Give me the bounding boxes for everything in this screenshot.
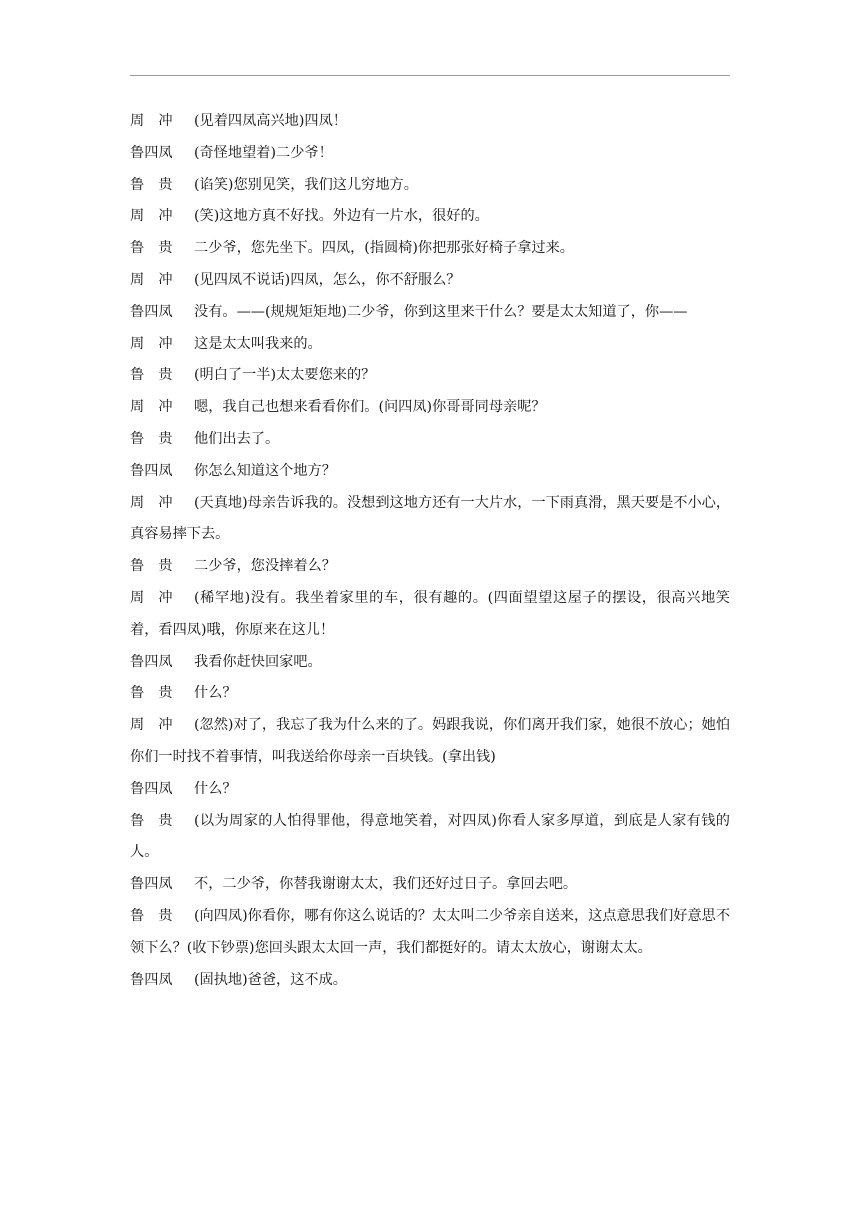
dialogue-text: (见四凤不说话)四凤，怎么，你不舒服么？ [194, 271, 461, 288]
speaker-name: 鲁 贵 [130, 176, 173, 193]
header-rule [130, 75, 730, 76]
speaker-name: 周 冲 [130, 717, 173, 734]
dialogue-text: (稀罕地)没有。我坐着家里的车，很有趣的。(四面望望这屋子的摆设，很高兴地笑着，看四凤)哦，你原来在这儿！ [130, 589, 730, 638]
dialogue-text: 没有。——(规规矩矩地)二少爷，你到这里来干什么？要是太太知道了，你—— [194, 303, 688, 320]
speaker-name: 鲁四凤 [130, 462, 173, 479]
speaker-name: 周 冲 [130, 335, 173, 352]
dialogue-text: (天真地)母亲告诉我的。没想到这地方还有一大片水，一下雨真滑，黑天要是不小心，真容易摔下去。 [130, 494, 731, 543]
speaker-name: 周 冲 [130, 208, 173, 225]
dialogue-text: (以为周家的人怕得罪他，得意地笑着，对四凤)你看人家多厚道，到底是人家有钱的人。 [130, 812, 730, 861]
dialogue-line [130, 678, 730, 710]
speaker-name: 鲁四凤 [130, 303, 173, 320]
dialogue-line [130, 710, 730, 774]
dialogue-text: 什么？ [194, 685, 237, 702]
speaker-name: 鲁 贵 [130, 812, 173, 829]
speaker-name: 鲁 贵 [130, 558, 173, 575]
dialogue-text: 什么？ [194, 780, 237, 797]
dialogue-text: 不，二少爷，你替我谢谢太太，我们还好过日子。拿回去吧。 [194, 876, 578, 893]
dialogue-text: 这是太太叫我来的。 [194, 335, 322, 352]
dialogue-line [130, 201, 730, 233]
dialogue-line [130, 901, 730, 965]
dialogue-line [130, 233, 730, 265]
speaker-name: 周 冲 [130, 113, 173, 129]
dialogue-line [130, 265, 730, 297]
dialogue-line [130, 106, 730, 138]
dialogue-text: 嗯，我自己也想来看看你们。(问四凤)你哥哥同母亲呢？ [194, 399, 546, 416]
dialogue-line [130, 583, 730, 647]
dialogue-line [130, 551, 730, 583]
dialogue-line [130, 806, 730, 870]
speaker-name: 鲁四凤 [130, 971, 173, 988]
speaker-name: 周 冲 [130, 494, 173, 511]
dialogue-text: (谄笑)您别见笑，我们这儿穷地方。 [194, 176, 418, 193]
dialogue-text: 二少爷，您先坐下。四凤，(指圆椅)你把那张好椅子拿过来。 [194, 240, 574, 257]
dialogue-text: (向四凤)你看你，哪有你这么说话的？太太叫二少爷亲自送来，这点意思我们好意思不领下么？(收下钞票)您回头跟太太回一声，我们都挺好的。请太太放心，谢谢太太。 [130, 907, 731, 956]
dialogue-text: 二少爷，您没摔着么？ [194, 558, 336, 575]
dialogue-text: (明白了一半)太太要您来的？ [194, 367, 376, 384]
speaker-name: 鲁 贵 [130, 685, 173, 702]
dialogue-line [130, 138, 730, 170]
dialogue-line [130, 869, 730, 901]
dialogue-line [130, 392, 730, 424]
dialogue-line [130, 329, 730, 361]
speaker-name: 鲁 贵 [130, 240, 173, 257]
dialogue-text: (笑)这地方真不好找。外边有一片水，很好的。 [194, 208, 489, 225]
dialogue-line [130, 647, 730, 679]
speaker-name: 周 冲 [130, 271, 173, 288]
dialogue-text: (奇怪地望着)二少爷！ [194, 144, 333, 161]
dialogue-line [130, 170, 730, 202]
speaker-name: 鲁 贵 [130, 367, 173, 384]
dialogue-line [130, 456, 730, 488]
script-body [130, 106, 730, 996]
dialogue-text: (忽然)对了，我忘了我为什么来的了。妈跟我说，你们离开我们家，她很不放心；她怕你们一时找不着事情，叫我送给你母亲一百块钱。(拿出钱) [130, 717, 731, 765]
dialogue-line [130, 297, 730, 329]
dialogue-line [130, 424, 730, 456]
dialogue-text: 我看你赶快回家吧。 [194, 653, 322, 670]
dialogue-text: 他们出去了。 [194, 430, 280, 447]
dialogue-line [130, 488, 730, 552]
speaker-name: 周 冲 [130, 589, 173, 606]
dialogue-text: 你怎么知道这个地方？ [194, 462, 336, 479]
dialogue-line [130, 774, 730, 806]
dialogue-line [130, 965, 730, 997]
dialogue-text: (固执地)爸爸，这不成。 [194, 971, 347, 988]
speaker-name: 鲁 贵 [130, 907, 173, 924]
dialogue-line [130, 360, 730, 392]
speaker-name: 鲁四凤 [130, 653, 173, 670]
speaker-name: 鲁 贵 [130, 430, 173, 447]
speaker-name: 鲁四凤 [130, 780, 173, 797]
speaker-name: 鲁四凤 [130, 876, 173, 893]
speaker-name: 鲁四凤 [130, 144, 173, 161]
speaker-name: 周 冲 [130, 399, 173, 416]
dialogue-text: (见着四凤高兴地)四凤！ [194, 113, 347, 129]
